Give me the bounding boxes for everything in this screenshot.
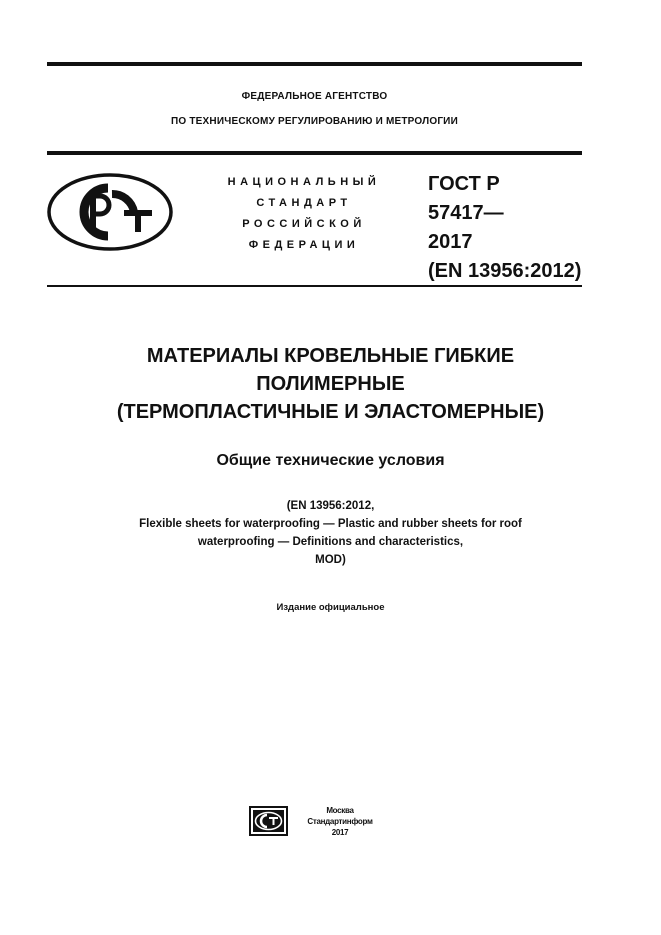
top-rule [47, 62, 582, 66]
national-word-4: ФЕДЕРАЦИИ [248, 239, 360, 251]
rst-certification-logo-icon [46, 172, 174, 252]
national-word-3: РОССИЙСКОЙ [242, 218, 366, 230]
national-standard-block [214, 172, 394, 256]
reference-line-2: Flexible sheets for waterproofing — Plastic and rubber sheets for roof [139, 518, 522, 530]
publisher-city: Москва [326, 806, 354, 815]
publisher-name: Стандартинформ [307, 817, 373, 826]
national-word-1: НАЦИОНАЛЬНЫЙ [227, 176, 381, 188]
reference-line-3: waterproofing — Definitions and characteristics, [197, 536, 464, 548]
title-line-3: (ТЕРМОПЛАСТИЧНЫЕ И ЭЛАСТОМЕРНЫЕ) [116, 401, 545, 423]
publisher-block [292, 805, 388, 838]
agency-line-2: ПО ТЕХНИЧЕСКОМУ РЕГУЛИРОВАНИЮ И МЕТРОЛОГИИ [171, 116, 458, 127]
designation-line-4: (EN 13956:2012) [428, 260, 582, 282]
standard-designation [428, 170, 588, 286]
standartinform-logo-icon [249, 806, 288, 836]
edition-label: Издание официальное [276, 602, 385, 613]
document-title [47, 342, 614, 426]
designation-line-2: 57417— [428, 202, 504, 224]
designation-line-1: ГОСТ Р [428, 173, 500, 195]
national-word-2: СТАНДАРТ [256, 197, 352, 209]
designation-line-3: 2017 [428, 231, 473, 253]
reference-line-4: MOD) [315, 554, 346, 566]
international-reference [47, 497, 614, 569]
document-subtitle: Общие технические условия [216, 452, 445, 469]
reference-line-1: (EN 13956:2012, [286, 500, 375, 512]
title-line-1: МАТЕРИАЛЫ КРОВЕЛЬНЫЕ ГИБКИЕ [146, 345, 515, 367]
bottom-rule [47, 285, 582, 287]
middle-rule [47, 151, 582, 155]
agency-line-1: ФЕДЕРАЛЬНОЕ АГЕНТСТВО [241, 91, 388, 102]
publisher-year: 2017 [331, 828, 349, 837]
title-line-2: ПОЛИМЕРНЫЕ [256, 373, 405, 395]
